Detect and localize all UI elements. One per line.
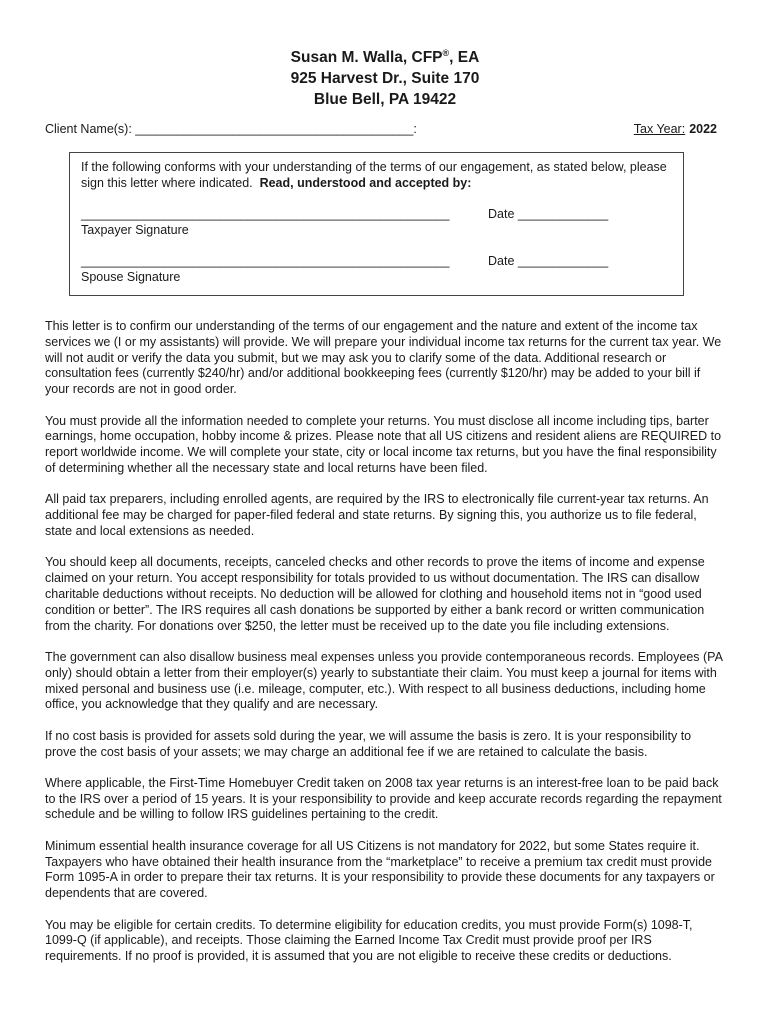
paragraph-efile: All paid tax preparers, including enrolled agents, are required by the IRS to electronically file current-year tax returns. An additional fee may be charged for paper-filed federal and state returns. By signing this, you authorize us to file federal, state and local extensions as needed. [45, 492, 709, 538]
preparer-name: Susan M. Walla, CFP [290, 49, 443, 66]
registered-mark: ® [442, 47, 450, 58]
tax-year-label: Tax Year: [633, 122, 686, 136]
taxpayer-date-field[interactable]: Date _____________ [488, 207, 609, 221]
paragraph-homebuyer-credit: Where applicable, the First-Time Homebuyer Credit taken on 2008 tax year returns is an interest-free loan to be paid back to the IRS over a period of 15 years. It is your responsibility to provide and keep accurate records regarding the repayment schedule and be willing to follow IRS guidelines pertaining to the credit. [45, 775, 722, 822]
preparer-credential: , EA [449, 49, 480, 66]
spouse-signature-line[interactable]: _____________________________________________________ [81, 254, 450, 268]
spouse-signature-label: Spouse Signature [81, 270, 181, 284]
spouse-date-field[interactable]: Date _____________ [488, 254, 609, 268]
taxpayer-signature-line[interactable]: _____________________________________________________ [81, 207, 450, 221]
signature-intro-text: If the following conforms with your understanding of the terms of our engagement, as stated below, please sign this letter where indicated. [81, 160, 667, 190]
signature-intro [81, 159, 676, 191]
address-line-1: 925 Harvest Dr., Suite 170 [290, 70, 480, 87]
paragraph-credits: You may be eligible for certain credits. To determine eligibility for education credits, you must provide Form(s) 1098-T, 1099-Q (if applicable), and receipts. Those claiming the Earned Income Tax Credit must provide proof per IRS requirements. If no proof is provided, it is assumed that you are not eligible to receive these credits or deductions. [45, 917, 693, 964]
preparer-name-line [0, 47, 770, 68]
address-line-2: Blue Bell, PA 19422 [313, 91, 457, 108]
taxpayer-signature-label: Taxpayer Signature [81, 223, 189, 237]
paragraph-health-insurance: Minimum essential health insurance coverage for all US Citizens is not mandatory for 2022, but some States require it. Taxpayers who have obtained their health insurance from the “marketplace” to receive a premium tax credit must provide Form 1095-A in order to prepare their tax returns. It is your responsibility to provide these documents for any taxpayers or dependents that are covered. [45, 838, 715, 901]
signature-intro-bold: Read, understood and accepted by: [259, 176, 472, 190]
tax-year [634, 121, 717, 137]
paragraph-business-expenses: The government can also disallow business meal expenses unless you provide contemporaneous records. Employees (PA only) should obtain a letter from their employer(s) yearly to substantiate their claim. You must keep a journal for items with mixed personal and business use (i.e. mileage, computer, etc.). With respect to all business deductions, including home office, you acknowledge that they qualify and are necessary. [45, 649, 723, 712]
paragraph-cost-basis: If no cost basis is provided for assets sold during the year, we will assume the basis is zero. It is your responsibility to prove the cost basis of your assets; we may charge an additional fee if we are retained to calculate the basis. [45, 728, 692, 759]
signature-box [69, 152, 684, 296]
tax-year-value: 2022 [689, 122, 717, 136]
paragraph-information: You must provide all the information needed to complete your returns. You must disclose all income including tips, barter earnings, home occupation, hobby income & prizes. Please note that all US citizens and resident aliens are REQUIRED to report worldwide income. We will complete your state, city or local income tax returns, but you have the final responsibility of determining whether all the necessary state and local returns have been filed. [45, 413, 722, 475]
client-row [45, 121, 717, 137]
spouse-signature-block [81, 253, 676, 285]
paragraph-scope: This letter is to confirm our understanding of the terms of our engagement and the nature and extent of the income tax services we (I or my assistants) will provide. We will prepare your individual income tax returns for the current tax year. We will not audit or verify the data you submit, but we may ask you to clarify some of the data. Additional research or consultation fees (currently $240/hr) and/or additional bookkeeping fees (currently $120/hr) may be added to your bill if your records are not in good order. [45, 319, 722, 397]
paragraph-records: You should keep all documents, receipts, canceled checks and other records to prove the items of income and expense claimed on your return. You accept responsibility for totals provided to us without documentation. The IRS can disallow charitable deductions without receipts. No deduction will be allowed for clothing and household items not in “good used condition or better”. The IRS requires all cash donations be supported by either a bank record or written communication from the charity. For donations over $250, the letter must be received up to the date you file including extensions. [45, 555, 705, 633]
client-name-field[interactable]: Client Name(s): ________________________________________: [45, 122, 417, 136]
letter-body [45, 319, 725, 981]
taxpayer-signature-block [81, 206, 676, 238]
letterhead [0, 47, 770, 110]
